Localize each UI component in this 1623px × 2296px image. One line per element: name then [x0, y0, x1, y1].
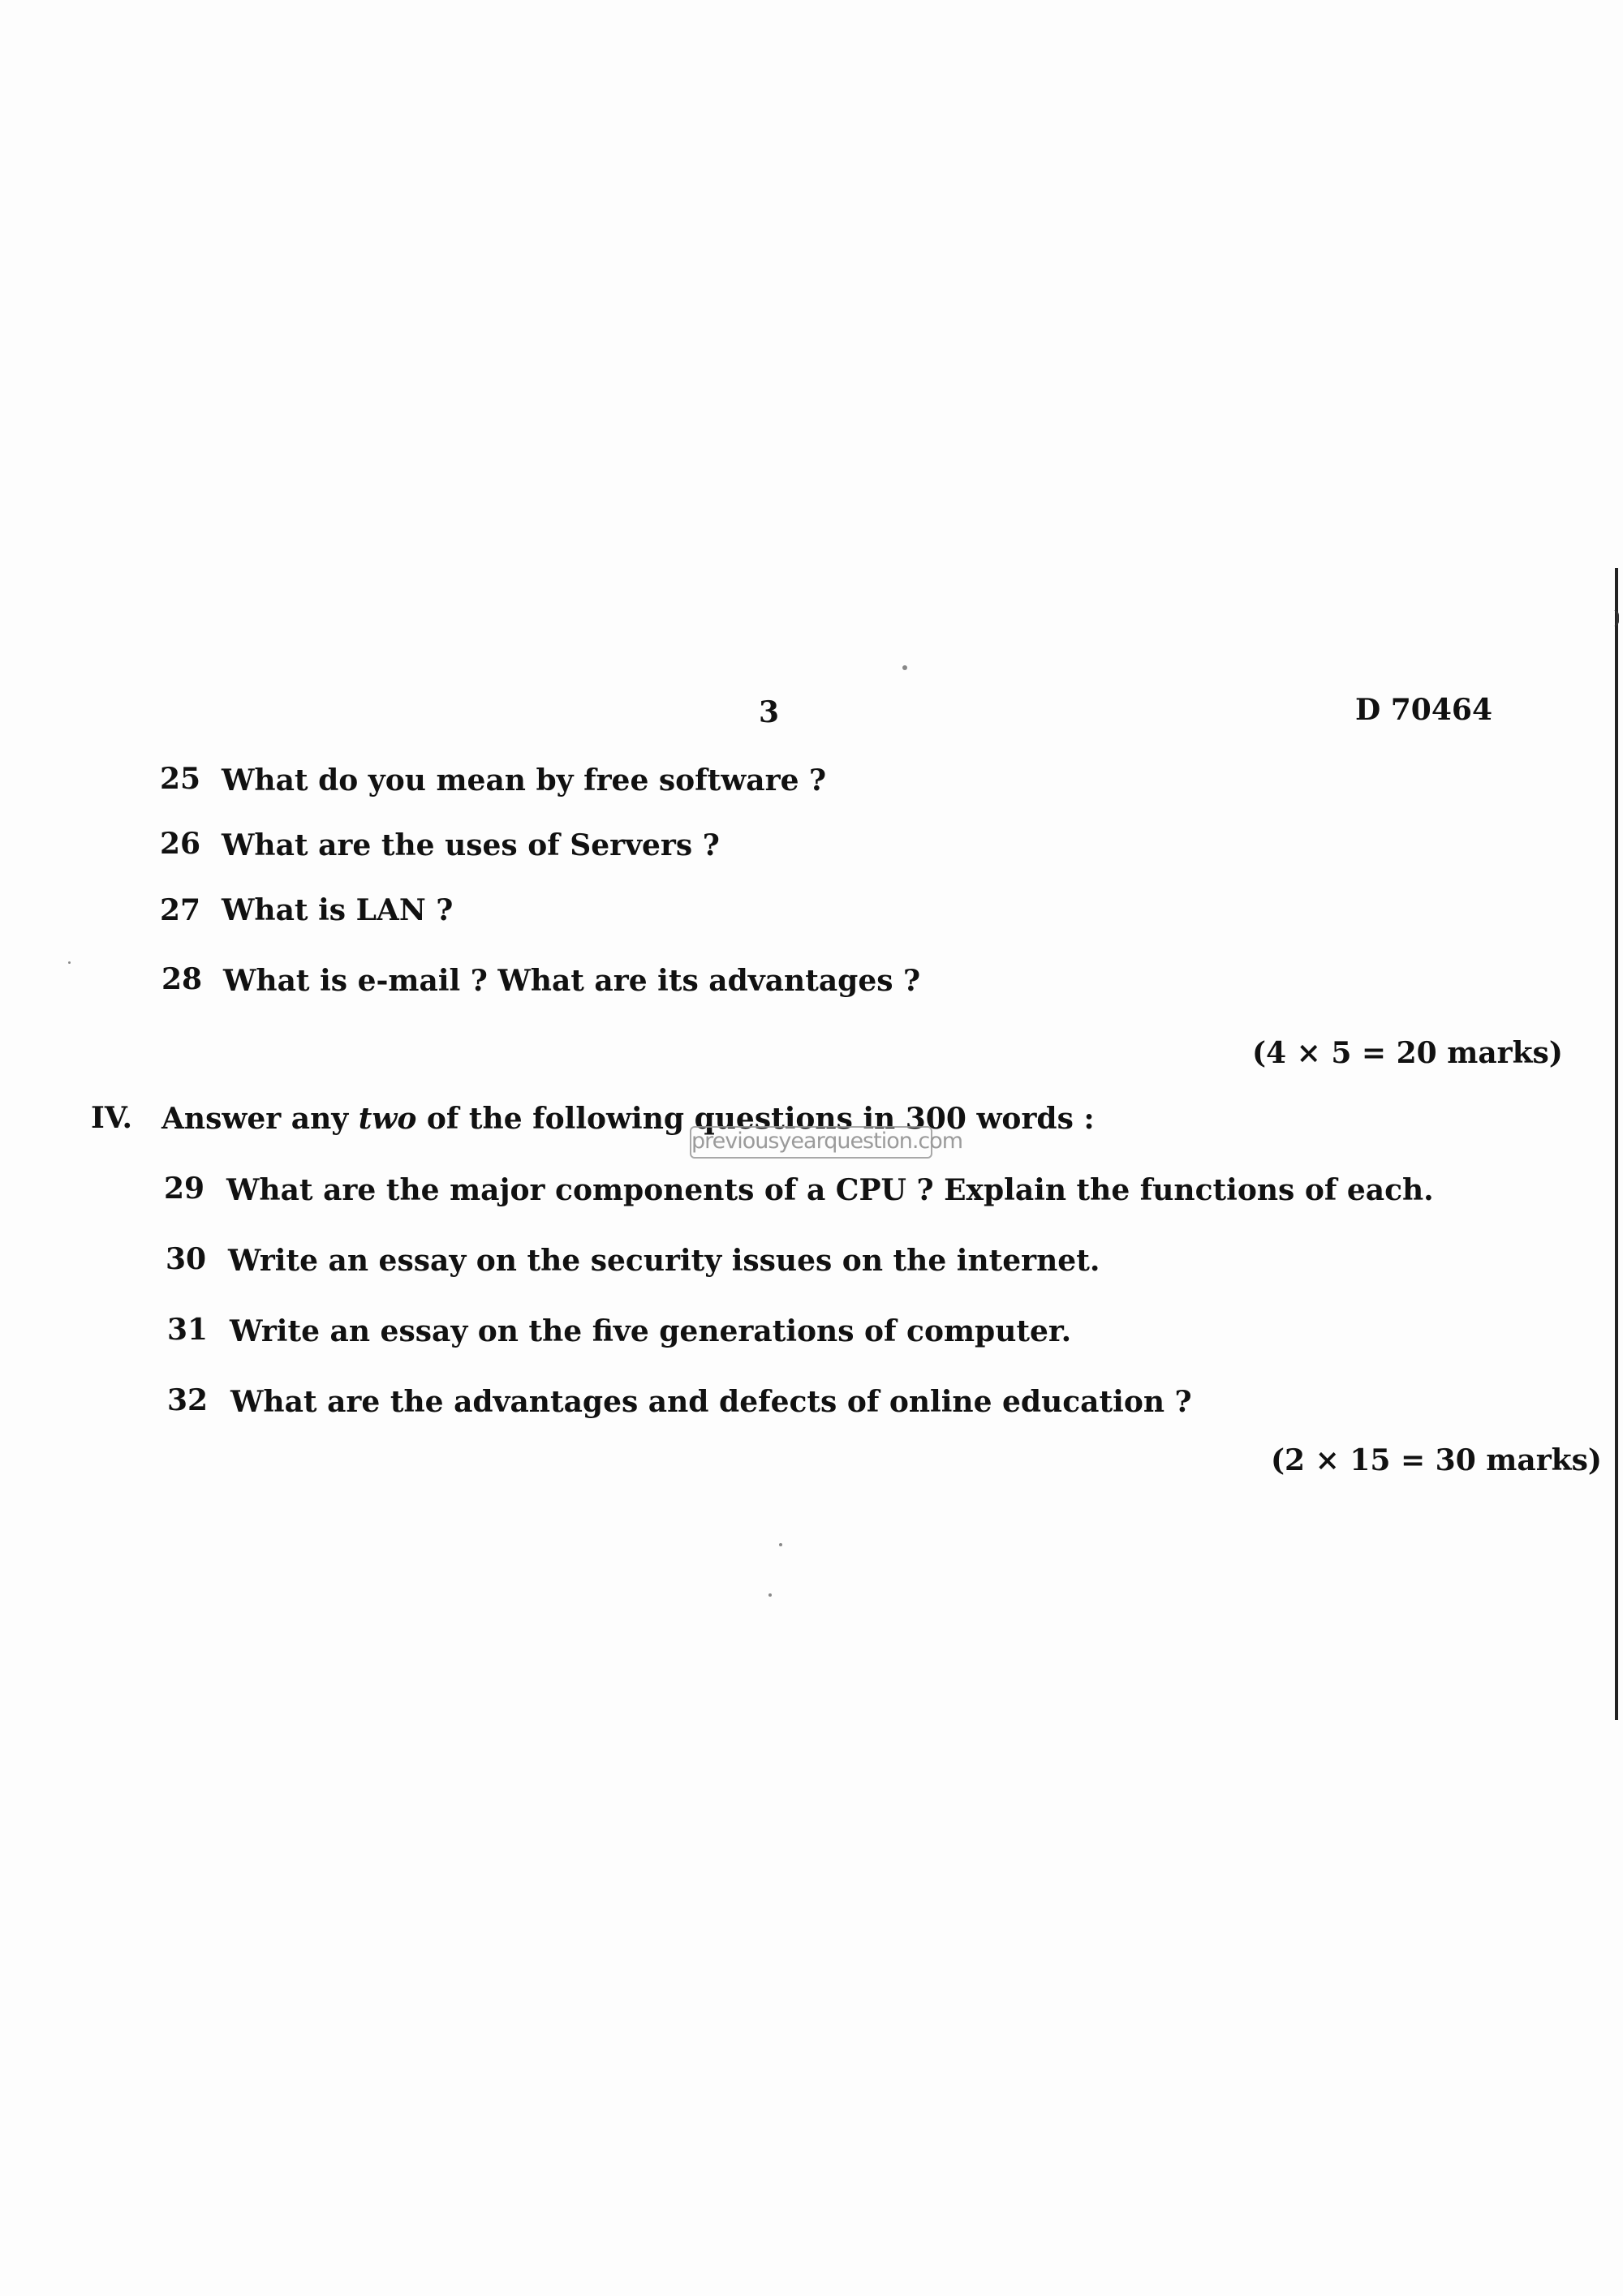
scan-speck	[768, 1593, 772, 1597]
question-text: What are the uses of Servers ?	[222, 828, 720, 862]
scan-speck	[779, 1543, 782, 1546]
question-text: What is LAN ?	[222, 893, 454, 927]
instruction-part: Answer any	[161, 1102, 359, 1136]
scan-speck	[68, 961, 71, 964]
paper-code: D 70464	[1355, 693, 1492, 727]
section-number: IV.	[91, 1101, 133, 1135]
question-number: 29	[164, 1172, 205, 1206]
page-number: 3	[759, 695, 780, 729]
scan-edge-mark	[1608, 610, 1619, 626]
watermark-stamp: previousyearquestion.com	[690, 1126, 932, 1159]
question-text: What is e-mail ? What are its advantages ?	[223, 964, 921, 998]
question-number: 28	[161, 962, 203, 996]
question-text: What are the advantages and defects of online education ?	[230, 1385, 1192, 1419]
question-number: 31	[167, 1313, 209, 1347]
question-number: 26	[160, 827, 201, 861]
question-text: Write an essay on the security issues on the internet.	[228, 1244, 1100, 1278]
question-number: 27	[160, 893, 201, 927]
scan-speck	[902, 665, 907, 670]
question-text: What do you mean by free software ?	[222, 763, 827, 798]
question-number: 25	[160, 762, 201, 796]
question-text: Write an essay on the five generations of computer.	[230, 1314, 1072, 1348]
instruction-part: of the following questions in 300 words :	[416, 1102, 1095, 1136]
instruction-emphasis: two	[358, 1102, 417, 1136]
marks-allocation: (4 × 5 = 20 marks)	[1252, 1036, 1563, 1070]
marks-allocation: (2 × 15 = 30 marks)	[1271, 1443, 1602, 1477]
question-text: What are the major components of a CPU ? Explain the functions of each.	[226, 1173, 1434, 1207]
question-number: 30	[166, 1242, 207, 1276]
question-number: 32	[167, 1383, 209, 1417]
scan-edge-line	[1615, 568, 1618, 1720]
